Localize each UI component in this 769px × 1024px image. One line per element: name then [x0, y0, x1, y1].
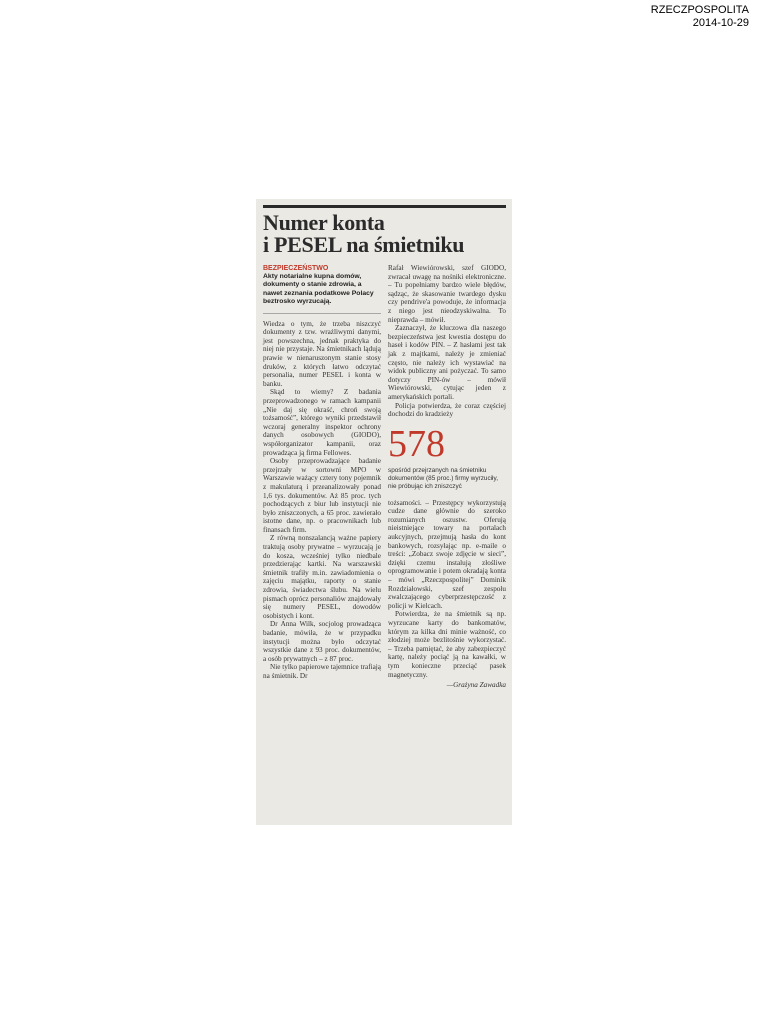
section-kicker: BEZPIECZEŃSTWO: [263, 265, 329, 272]
paragraph: Rafał Wiewiórowski, szef GIODO, zwracał uwagę na nośniki elektroniczne. – Tu popełniamy bardzo wiele błędów, sądząc, że skasowanie twardego dysku czy pendrive'a powoduje, że informacja z niego jest nieodzyskiwalna. To nieprawda – mówił.: [388, 264, 506, 324]
title-line-1: Numer konta: [263, 210, 385, 235]
paragraph: Osoby przeprowadzające badanie przejrzały w sortowni MPO w Warszawie ważący cztery tony pojemnik z makulaturą i przeanalizowały ponad 1,6 tys. dokumentów. Aż 85 proc. tych pochodzących z biur lub instytucji nie było zniszczonych, a 65 proc. zawierało istotne dane, np. o pracownikach lub finansach firm.: [263, 457, 381, 534]
article-title: [263, 212, 506, 256]
clipping-header: [651, 4, 749, 30]
paragraph: Dr Anna Wilk, socjolog prowadząca badanie, mówiła, że w przypadku instytucji można było odczytać wszystkie dane z 93 proc. dokumentów, a osób prywatnych – z 87 proc.: [263, 620, 381, 663]
column-right: [388, 264, 506, 690]
highlight-caption: spośród przejrzanych na śmietniku dokumentów (85 proc.) firmy wyrzuciły, nie próbując ich zniszczyć: [388, 466, 498, 490]
paragraph: Nie tylko papierowe tajemnice trafiają na śmietnik. Dr: [263, 663, 381, 680]
paragraph: Policja potwierdza, że coraz częściej dochodzi do kradzieży: [388, 401, 506, 419]
lead-separator: [263, 313, 381, 314]
paragraph: tożsamości. – Przestępcy wykorzystują cudze dane głównie do szeroko rozumianych oszustw. Oferują nieistniejące towary na portalach aukcyjnych, przejmują hasła do kont bankowych, rozsyłając np. e-maile o treści: „Zobacz swoje zdjęcie w sieci”, dzięki czemu instalują złośliwe oprogramowanie i potem okradają konta – mówi „Rzeczpospolitej” Dominik Rozdziałowski, szef zespołu zwalczającego cyberprzestępczość z policji w Kielcach.: [388, 498, 506, 610]
paragraph: Wiedza o tym, że trzeba niszczyć dokumenty z tzw. wrażliwymi danymi, jest powszechna, jednak praktyka do niej nie przystaje. Na śmietnikach lądują prawie w nienaruszonym stanie stosy druków, z których łatwo odczytać personalia, numer PESEL i konta w banku.: [263, 319, 381, 388]
paragraph: Potwierdza, że na śmietnik są np. wyrzucane karty do bankomatów, którym za kilka dni minie ważność, co złodziej może bezlitośnie wykorzystać. – Trzeba pamiętać, że aby zabezpieczyć kartę, należy pociąć ją na kawałki, w tym konieczne przeciąć pasek magnetyczny.: [388, 610, 506, 679]
highlight-number: 578: [388, 422, 445, 465]
clipping-date: 2014-10-29: [692, 17, 749, 29]
article-clipping: [256, 199, 512, 825]
title-line-2: i PESEL na śmietniku: [263, 232, 465, 257]
paragraph: Zaznaczył, że kluczowa dla naszego bezpieczeństwa jest kwestia dostępu do haseł i kodów PIN. – Z hasłami jest tak jak z majtkami, należy je zmieniać często, nie należy ich wystawiać na widok publiczny ani pożyczać. To samo dotyczy PIN-ów – mówił Wiewiórowski, cytując jeden z amerykańskich portali.: [388, 324, 506, 401]
article-columns: [263, 264, 506, 690]
paragraph: Z równą nonszalancją ważne papiery traktują osoby prywatne – wyrzucają je do kosza, wcześniej tylko niedbale przedzierając kartki. Na warszawski śmietnik trafiły m.in. zawiadomienia o zajęciu majątku, raporty o stanie zdrowia, świadectwa ślubu. Na wielu pismach oprócz personaliów znajdowały się numery PESEL, dowodów osobistych i kont.: [263, 534, 381, 620]
article-lead: Akty notarialne kupna domów, dokumenty o stanie zdrowia, a nawet zeznania podatkowe Polacy beztrosko wyrzucają.: [263, 273, 374, 306]
column-left: [263, 264, 381, 690]
paragraph: Skąd to wiemy? Z badania przeprowadzonego w ramach kampanii „Nie daj się okraść, chroń swoją tożsamość”, którego wyniki przedstawił wczoraj generalny inspektor ochrony danych osobowych (GIODO), współorganizator kampanii, oraz prowadząca ją firma Fellowes.: [263, 388, 381, 457]
author-signature: —Grażyna Zawadka: [446, 681, 506, 690]
top-rule: [263, 205, 506, 208]
source-name: RZECZPOSPOLITA: [650, 4, 749, 16]
